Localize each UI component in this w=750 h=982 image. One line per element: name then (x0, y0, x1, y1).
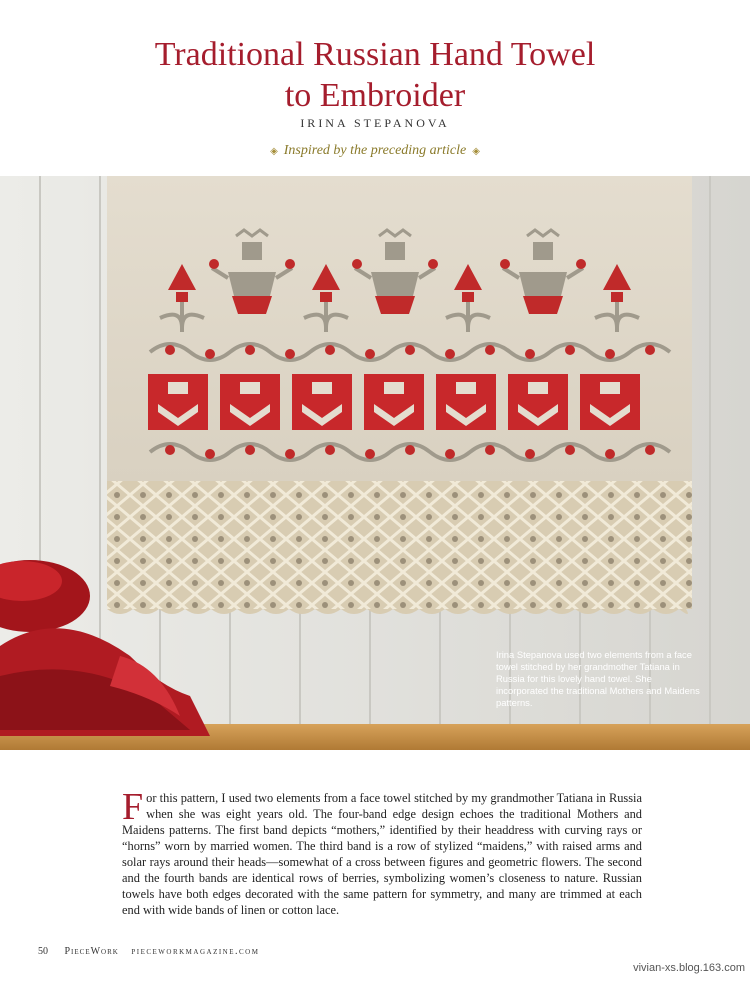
article-title (0, 34, 750, 116)
title-line-2: to Embroider (284, 77, 466, 114)
page-footer (38, 946, 259, 957)
diamond-ornament-right: ◈ (472, 146, 480, 157)
website-link[interactable]: pieceworkmagazine.com (131, 946, 260, 957)
drop-cap: F (122, 786, 144, 828)
subtitle (0, 143, 750, 159)
magazine-name: PieceWork (64, 946, 119, 957)
maidens-band (148, 374, 640, 430)
author-byline: IRINA STEPANOVA (300, 116, 450, 130)
watermark: vivian-xs.blog.163.com (633, 962, 745, 974)
body-text: or this pattern, I used two elements from a face towel stitched by my grandmother Tatiana in Russia when she was eight years old. The four-band edge design echoes the traditional Mothers and Maidens patterns. The first band depicts “mothers,” identified by their headdress with curving rays or “horns” worn by married women. The third band is a row of stylized “maidens,” with raised arms and solar rays around their heads—somewhat of a cross between figures and geometric flowers. The second and the fourth bands are identical rows of berries, symbolizing women’s closeness to nature. Russian towels have both edges decorated with the same pattern for symmetry, and many are trimmed at each end with wide bands of linen or cotton lace. (122, 791, 642, 917)
diamond-ornament-left: ◈ (270, 146, 278, 157)
subtitle-text: Inspired by the preceding article (283, 143, 467, 158)
title-line-1: Traditional Russian Hand Towel (154, 36, 596, 73)
body-paragraph (122, 786, 642, 918)
photo-caption: Irina Stepanova used two elements from a face towel stitched by her grandmother Tatiana in Russia for this lovely hand towel. She incorporated the traditional Mothers and Maidens patterns. (496, 649, 700, 708)
page-number: 50 (38, 946, 48, 957)
